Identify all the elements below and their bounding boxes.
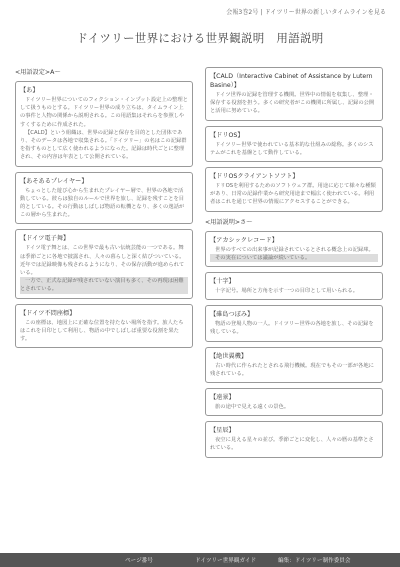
term-heading: 【ドイツ電子舞】 (20, 235, 70, 243)
page-footer (0, 553, 400, 567)
term-box (205, 421, 383, 457)
term-text: ドイツリー世界についてのフィクション・インプット設定上の整理として扱うものとする。ドイツリー世界の成り立ちは、タイムライン上の事件と人物の関係から説明される。この用語集はそれらを参照しやすくするために作成された。 (20, 97, 188, 128)
term-heading: 【碓島つぼみ】 (210, 311, 254, 319)
term-text: 夜空に見える星々の並び。季節ごとに変化し、人々の暦の基準とされている。 (210, 437, 374, 452)
term-text: ドイツ電子舞とは、この世界で最も古い伝統芸能の一つである。舞は季節ごとに各地で披露され、人々の暮らしと深く結びついている。近年では記録映像も残されるようになり、その保存活動が進められている。 (20, 245, 185, 277)
term-box (205, 388, 383, 416)
term-box (15, 304, 193, 349)
footer-left-text: ページ番号 (125, 558, 153, 564)
term-heading: 【ドリOSクライアントソフト】 (210, 173, 299, 181)
term-box (205, 231, 383, 267)
term-box (15, 81, 193, 167)
term-text: ドリOSを利用するためのソフトウェア群。用途に応じて様々な種類があり、日常の記録作業から研究用途まで幅広く使われている。利用者はこれを通じて世界の情報にアクセスすることができる。 (210, 183, 376, 206)
footer-center-text: ドイツリー世界観ガイド (195, 558, 257, 564)
term-heading: 【十字】 (210, 278, 235, 286)
right-column (205, 62, 383, 462)
section-heading: <用語説明>さ〜 (205, 218, 253, 226)
term-heading: 【遠景】 (210, 394, 235, 402)
term-text: 【CALD】という組織は、世界の記録と保存を目的とした団体であり、そのデータは各地で収集される。「ドイツリー」の名はこの記録群を指すものとして広く使われるようになった。記録は時代ごとに整理され、その内容は年表として公開されている。 (20, 129, 187, 161)
term-box (205, 67, 383, 121)
term-text: 世界のすべての出来事が記録されているとされる概念上の記録庫。 (215, 246, 374, 253)
term-box (15, 172, 193, 225)
highlighted-text: 一方で、正式な記録が残されていない演目も多く、その再現は困難とされている。 (20, 277, 188, 293)
term-text: この座標は、地図上に正確な位置を持たない場所を指す。旅人たちはこれを目印として利用し、物語の中でしばしば重要な役割を果たす。 (20, 319, 184, 343)
term-box (205, 347, 383, 383)
left-column (15, 62, 193, 352)
term-text: 古い時代に作られたとされる飛行機械。現在でもその一部が各地に残されている。 (210, 362, 374, 377)
highlighted-text: その実在については議論が続いている。 (210, 254, 378, 262)
page-title: ドイツリー世界における世界観説明 用語説明 (76, 31, 324, 45)
term-heading: 【アカシックレコード】 (210, 236, 278, 244)
section-heading: <用語設定>A〜 (15, 69, 61, 76)
term-box (205, 272, 383, 300)
footer-right-text: 編集：ドイツリー制作委員会 (278, 558, 351, 564)
term-text: ドイツ世界の記録を管理する機関。世界中の情報を収集し、整理・保存する役割を担う。多くの研究者がこの機関に所属し、記録の公開と活用に努めている。 (210, 92, 375, 115)
term-heading: 【ドイツ不問座標】 (20, 309, 76, 317)
term-text: ドイツリー世界で使われている基本的な仕組みの総称。多くのシステムがこれを基盤として動作している。 (210, 141, 374, 156)
term-heading: 【星辰】 (210, 427, 235, 435)
header-meta: 会報3巻2号 | ドイツリー世界の新しいタイムラインを見る (226, 9, 386, 16)
term-text: 旅の途中で見える遠くの景色。 (215, 404, 290, 411)
term-box (205, 167, 383, 212)
term-text: ちょっとした遊び心から生まれたプレイヤー層で、世界の各地で活動している。彼らは独自のルールで世界を旅し、記録を残すことを目的としている。その行動はしばしば物語の転機となり、多くの逸話がこの層から生まれた。 (20, 187, 185, 219)
term-box (15, 229, 193, 298)
term-heading: 【CALD（Interactive Cabinet of Assistance by Lutern Basine）】 (210, 73, 373, 89)
term-heading: 【あそあるプレイヤー】 (20, 177, 88, 185)
term-text: 十字記号。場所と方角を示す一つの目印として用いられる。 (215, 288, 359, 295)
term-heading: 【絶世翼機】 (210, 352, 248, 360)
term-heading: 【ドリOS】 (210, 131, 244, 139)
term-heading: 【あ】 (20, 87, 39, 94)
term-box (205, 305, 383, 341)
term-box (205, 126, 383, 162)
term-text: 物語の登場人物の一人。ドイツリー世界の各地を旅し、その記録を残している。 (210, 321, 374, 336)
